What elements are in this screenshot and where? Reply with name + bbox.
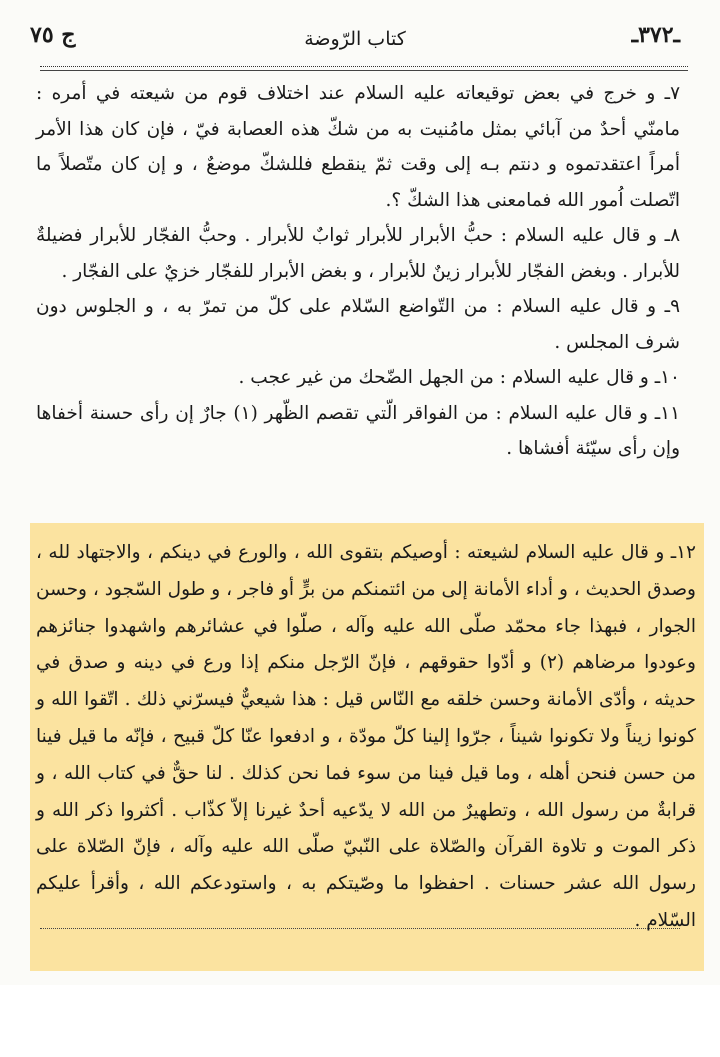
page-body [36,76,680,467]
header-divider-solid [40,70,688,71]
paragraph-10: ١٠ـ و قال عليه السلام : من الجهل الضّحك من غير عجب . [238,367,680,388]
paragraph-8: ٨ـ و قال عليه السلام : حبُّ الأبرار للأبرار ثوابٌ للأبرار . وحبُّ الفجّار للأبرار فضيلةٌ للأبرار . وبغض الفجّار للأبرار زينٌ للأبرار ، و بغض الأبرار للفجّار خزيٌ على الفجّار . [36,225,680,282]
page-header [30,22,680,62]
paragraph-12: ١٢ـ و قال عليه السلام لشيعته : أوصيكم بتقوى الله ، والورع في دينكم ، والاجتهاد لله ، وصدق الحديث ، و أداء الأمانة إلى من ائتمنكم من برٍّ أو فاجر ، و طول السّجود ، وحسن الجوار ، فبهذا جاء محمّد صلّى الله عليه وآله ، صلّوا في عشائرهم واشهدوا جنائزهم وعودوا مرضاهم (٢) و أدّوا حقوقهم ، فإنّ الرّجل منكم إذا ورع في دينه و صدق في حديثه ، وأدّى الأمانة وحسن خلقه مع النّاس قيل : هذا شيعيٌّ فيسرّني ذلك . اتّقوا الله و كونوا زيناً ولا تكونوا شيناً ، جرّوا إلينا كلّ مودّة ، و ادفعوا عنّا كلّ قبيح ، فإنّه ما قيل فينا من حسن فنحن أهله ، وما قيل فينا من سوء فما نحن كذلك . لنا حقٌّ في كتاب الله ، و قرابةٌ من رسول الله ، وتطهيرٌ من الله لا يدّعيه أحدٌ غيرنا إلاّ كذّاب . أكثروا ذكر الله و ذكر الموت و تلاوة القرآن والصّلاة على النّبيّ صلّى الله عليه وآله ، فإنّ الصّلاة على رسول الله عشر حسنات . احفظوا ما وصّيتكم به ، واستودعكم الله ، وأقرأ عليكم السّلام . [36,542,696,931]
book-title: كتاب الرّوضة [304,28,406,50]
page-bottom-margin [0,985,720,1057]
header-divider-dotted [40,66,688,67]
volume-label: ج ٧٥ [30,22,76,48]
paragraph-7: ٧ـ و خرج في بعض توقيعاته عليه السلام عند اختلاف قوم من شيعته في أمره : مامنّي أحدٌ من آبائي بمثل مامُنيت به من شكّ هذه العصابة فيّ ، فإن كان هذا الأمر أمراً اعتقدتموه و دنتم بـه إلى وقت ثمّ ينقطع فللشكّ موضعٌ ، و إن كان متّصلاً ما اتّصلت اُمور الله فمامعنى هذا الشكّ ؟. [36,83,680,211]
paragraph-9: ٩ـ و قال عليه السلام : من التّواضع السّلام على كلّ من تمرّ به ، و الجلوس دون شرف المجلس . [36,296,680,353]
paragraph-11: ١١ـ و قال عليه السلام : من الفواقر الّتي تقصم الظّهر (١) جارٌ إن رأى حسنة أخفاها وإن رأى سيّئة أفشاها . [36,402,681,459]
footnote-divider [40,928,680,929]
page-number: ـ٣٧٢ـ [631,22,680,48]
highlighted-passage [30,523,704,971]
